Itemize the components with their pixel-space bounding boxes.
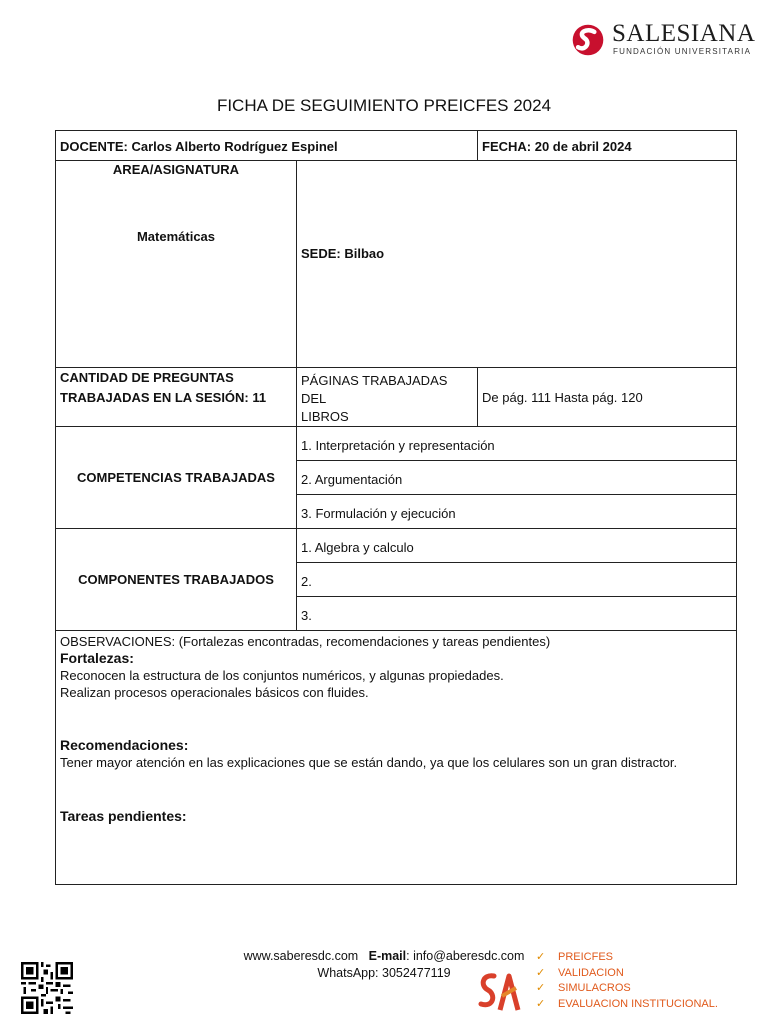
salesiana-logo bbox=[570, 20, 756, 60]
cantidad-line-1: CANTIDAD DE PREGUNTAS bbox=[60, 370, 234, 385]
service-item-evaluacion: ✓ EVALUACION INSTITUCIONAL. bbox=[536, 997, 718, 1013]
check-icon: ✓ bbox=[536, 951, 546, 963]
area-value: Matemáticas bbox=[136, 229, 216, 244]
sede-value: SEDE: Bilbao bbox=[301, 246, 385, 261]
service-item-simulacros: ✓ SIMULACROS bbox=[536, 981, 718, 997]
docente-cell: DOCENTE: Carlos Alberto Rodríguez Espinel bbox=[56, 131, 478, 161]
competencia-item-3: 3. Formulación y ejecución bbox=[297, 495, 737, 529]
cantidad-line-2: TRABAJADAS EN LA SESIÓN: 11 bbox=[60, 390, 267, 405]
services-checklist bbox=[536, 950, 718, 1012]
observaciones-intro: OBSERVACIONES: (Fortalezas encontradas, recomendaciones y tareas pendientes) bbox=[60, 634, 551, 649]
area-cell bbox=[56, 161, 297, 368]
componente-item-2: 2. bbox=[297, 563, 737, 597]
componentes-label: COMPONENTES TRABAJADOS bbox=[56, 529, 297, 631]
cantidad-preguntas-cell bbox=[56, 368, 297, 427]
salesiana-emblem-icon bbox=[570, 22, 606, 58]
service-item-validacion: ✓ VALIDACION bbox=[536, 966, 718, 982]
fecha-cell: FECHA: 20 de abril 2024 bbox=[478, 131, 737, 161]
area-label: AREA/ASIGNATURA bbox=[112, 162, 240, 177]
footer-email-label: E-mail bbox=[368, 949, 407, 963]
recomendaciones-text: Tener mayor atención en las explicaciones que se están dando, ya que los celulares son un gran distractor. bbox=[60, 755, 678, 770]
ficha-table bbox=[55, 130, 737, 885]
paginas-line-2: LIBROS bbox=[301, 409, 349, 424]
rango-paginas-cell: De pág. 111 Hasta pág. 120 bbox=[478, 368, 737, 427]
competencias-label: COMPETENCIAS TRABAJADAS bbox=[56, 427, 297, 529]
paginas-line-1: PÁGINAS TRABAJADAS DEL bbox=[301, 373, 448, 406]
fortaleza-item-1: Reconocen la estructura de los conjuntos numéricos, y algunas propiedades. bbox=[60, 668, 504, 683]
check-icon: ✓ bbox=[536, 997, 546, 1010]
footer-whatsapp: WhatsApp: 3052477119 bbox=[317, 966, 451, 980]
sa-brand-logo-icon bbox=[478, 970, 522, 1014]
footer-website[interactable]: www.saberesdc.com bbox=[243, 949, 359, 963]
paginas-trabajadas-cell bbox=[297, 368, 478, 427]
recomendaciones-heading: Recomendaciones: bbox=[60, 737, 189, 753]
componente-item-3: 3. bbox=[297, 597, 737, 631]
footer-email[interactable]: : info@aberesdc.com bbox=[406, 949, 525, 963]
document-title: FICHA DE SEGUIMIENTO PREICFES 2024 bbox=[216, 96, 552, 115]
fortalezas-heading: Fortalezas: bbox=[60, 650, 134, 666]
sede-cell bbox=[297, 161, 737, 368]
fortaleza-item-2: Realizan procesos operacionales básicos con fluides. bbox=[60, 685, 369, 700]
tareas-pendientes-heading: Tareas pendientes: bbox=[60, 808, 187, 824]
check-icon: ✓ bbox=[536, 966, 546, 979]
observaciones-cell bbox=[56, 631, 737, 885]
logo-subtitle: FUNDACIÓN UNIVERSITARIA bbox=[613, 47, 752, 56]
check-icon: ✓ bbox=[536, 982, 546, 994]
competencia-item-2: 2. Argumentación bbox=[297, 461, 737, 495]
componente-item-1: 1. Algebra y calculo bbox=[297, 529, 737, 563]
service-item-preicfes: ✓ PREICFES bbox=[536, 950, 718, 966]
logo-name: SALESIANA bbox=[612, 20, 756, 47]
competencia-item-1: 1. Interpretación y representación bbox=[297, 427, 737, 461]
